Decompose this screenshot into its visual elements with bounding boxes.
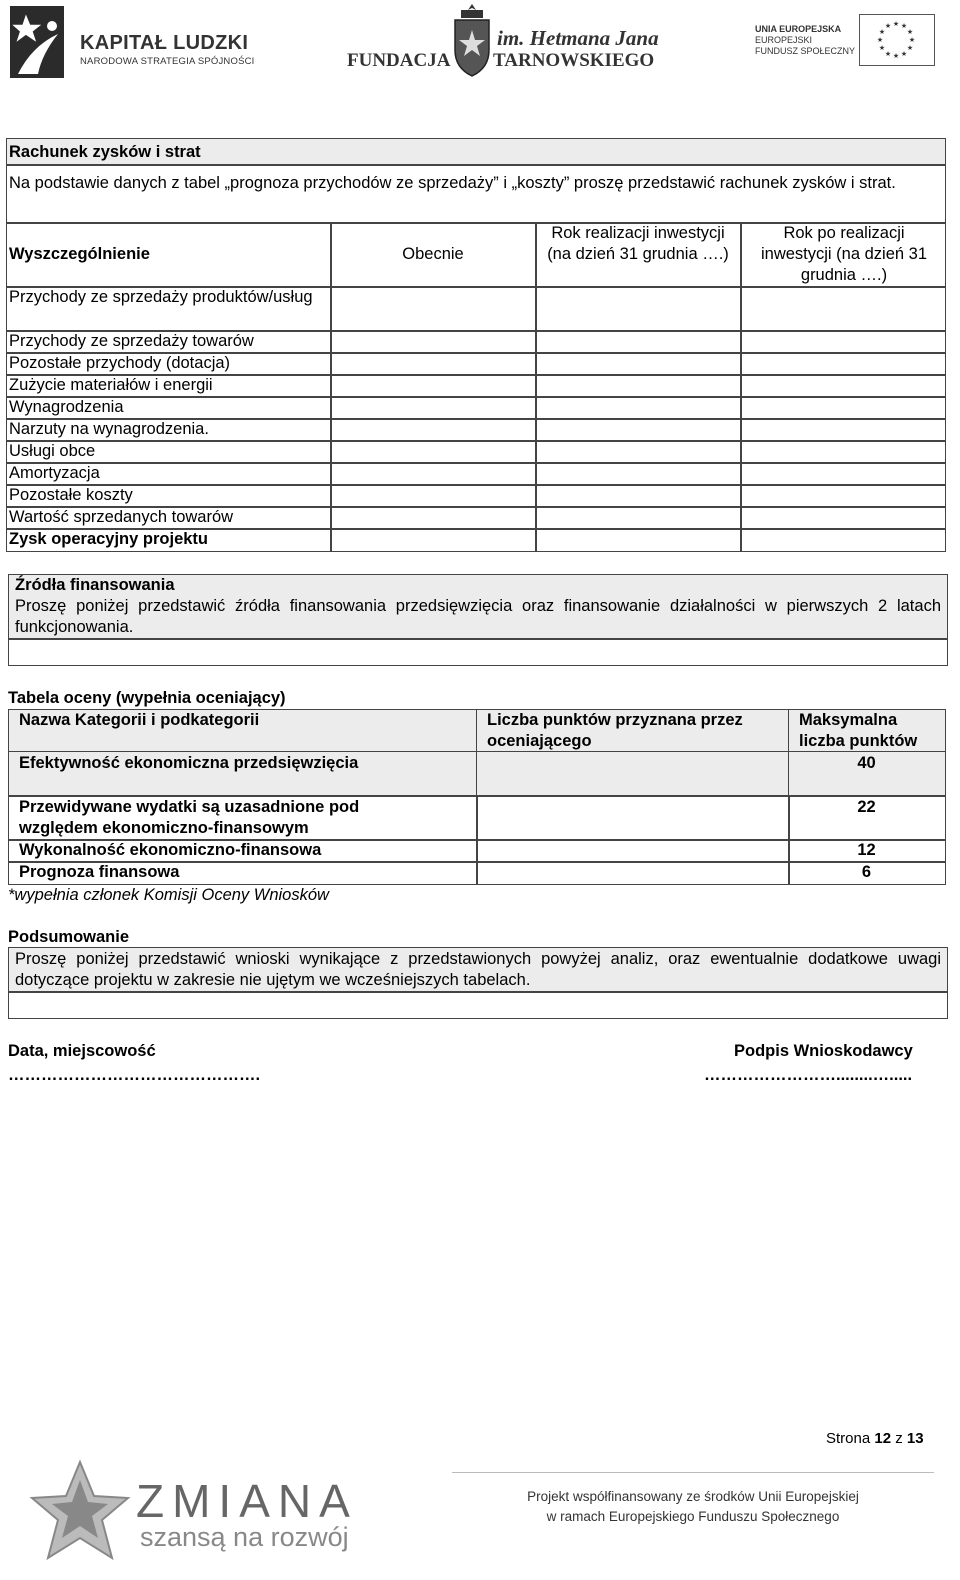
rzis-row-label: Amortyzacja [9, 464, 100, 482]
svg-text:★: ★ [876, 36, 884, 44]
rzis-header-after [740, 222, 946, 288]
rating-header-max-text: Maksymalna liczba punktów [799, 711, 918, 750]
rating-header-points-text: Liczba punktów przyznana przez oceniającego [487, 711, 743, 750]
rzis-header-label [6, 222, 332, 288]
svg-text:★: ★ [900, 50, 908, 58]
rzis-row [6, 528, 332, 552]
signature-dots: ……………………........…..... [704, 1066, 913, 1084]
rzis-row-after-field[interactable] [740, 528, 946, 552]
rating-row [8, 839, 478, 863]
rzis-row [6, 374, 332, 398]
rzis-row-now-field[interactable] [330, 374, 537, 398]
rzis-row [6, 352, 332, 376]
rzis-row [6, 462, 332, 486]
page-number [826, 1428, 924, 1449]
rating-header-name [8, 709, 478, 753]
rzis-header-year-text: Rok realizacji inwestycji (na dzień 31 grudnia ….) [547, 224, 729, 263]
kapital-ludzki-logo [8, 4, 258, 82]
rzis-row-year-field[interactable] [535, 462, 742, 486]
rzis-row-now-field[interactable] [330, 528, 537, 552]
date-place-dots: ………………………………………. [8, 1066, 261, 1084]
rzis-row [6, 286, 332, 332]
rating-row-max-text: 40 [857, 754, 876, 772]
rzis-row [6, 506, 332, 530]
signature-label: Podpis Wnioskodawcy [734, 1042, 913, 1060]
rating-row-points-field[interactable] [476, 861, 790, 885]
svg-text:★: ★ [878, 28, 886, 36]
svg-text:★: ★ [884, 22, 892, 30]
rzis-row-after-field[interactable] [740, 374, 946, 398]
rating-row-max [788, 751, 946, 797]
rating-row-max-text: 12 [857, 841, 876, 859]
summary-instruction-cell [8, 947, 948, 993]
rzis-row-label: Narzuty na wynagrodzenia. [9, 420, 209, 438]
rating-title: Tabela oceny (wypełnia oceniający) [8, 689, 286, 707]
rating-row-points-field[interactable] [476, 751, 790, 797]
rating-row [8, 795, 478, 841]
rzis-row [6, 396, 332, 420]
coat-of-arms-icon [449, 2, 495, 80]
page-total: 13 [906, 1430, 924, 1447]
rzis-row-after-field[interactable] [740, 440, 946, 464]
financing-instruction: Proszę poniżej przedstawić źródła finansowania przedsięwzięcia oraz finansowanie działalności w pierwszych 2 latach funkcjonowania. [15, 597, 941, 636]
date-place-label: Data, miejscowość [8, 1042, 156, 1060]
zmiana-brand: ZMIANA [136, 1475, 358, 1527]
rating-row-max-text: 6 [861, 863, 872, 881]
rating-row-max [788, 839, 946, 863]
rzis-row-after-field[interactable] [740, 352, 946, 376]
rzis-row-now-field[interactable] [330, 484, 537, 508]
zmiana-logo [28, 1458, 368, 1566]
zmiana-slogan: szansą na rozwój [140, 1522, 349, 1552]
financing-header-cell [8, 574, 948, 640]
rzis-row [6, 484, 332, 508]
rzis-row-after-field[interactable] [740, 418, 946, 442]
summary-answer-field[interactable] [8, 991, 948, 1019]
svg-text:★: ★ [900, 22, 908, 30]
rzis-row-label: Wartość sprzedanych towarów [9, 508, 234, 526]
svg-text:★: ★ [878, 44, 886, 52]
rzis-row-label: Przychody ze sprzedaży produktów/usług [9, 288, 313, 306]
eu-logo-line1: UNIA EUROPEJSKA [755, 24, 842, 34]
rzis-row-year-field[interactable] [535, 418, 742, 442]
page-separator: z [895, 1430, 903, 1447]
rzis-row-now-field[interactable] [330, 440, 537, 464]
rating-row-max [788, 795, 946, 841]
rzis-title: Rachunek zysków i strat [9, 143, 201, 161]
rzis-row-now-field[interactable] [330, 352, 537, 376]
rzis-header-now [330, 222, 537, 288]
rating-row-name: Efektywność ekonomiczna przedsięwzięcia [19, 754, 359, 772]
rzis-row-after-field[interactable] [740, 396, 946, 420]
rzis-instruction-cell [6, 164, 946, 224]
rzis-header-year [535, 222, 742, 288]
rating-row-name: Przewidywane wydatki są uzasadnione pod względem ekonomiczno-finansowym [19, 798, 360, 837]
fundacja-logo [345, 2, 660, 82]
page-current: 12 [874, 1430, 892, 1447]
rzis-row-label: Usługi obce [9, 442, 96, 460]
eu-flag-icon [859, 14, 935, 66]
cofinancing-note-line2: w ramach Europejskiego Funduszu Społecznego [546, 1509, 840, 1524]
rating-row [8, 861, 478, 885]
rating-note: *wypełnia członek Komisji Oceny Wniosków [8, 886, 329, 904]
fundacja-patron-line: im. Hetmana Jana [497, 26, 659, 50]
page-prefix: Strona [826, 1430, 871, 1447]
rzis-header-after-text: Rok po realizacji inwestycji (na dzień 31 grudnia ….) [761, 224, 927, 284]
rzis-row-year-field[interactable] [535, 330, 742, 354]
rzis-row-now-field[interactable] [330, 418, 537, 442]
svg-text:★: ★ [906, 28, 914, 36]
eu-logo-line3: FUNDUSZ SPOŁECZNY [755, 46, 856, 56]
rzis-row-label: Pozostałe koszty [9, 486, 133, 504]
rzis-row-year-field[interactable] [535, 440, 742, 464]
rzis-row-label: Przychody ze sprzedaży towarów [9, 332, 254, 350]
rzis-row-label: Zysk operacyjny projektu [9, 530, 208, 548]
rating-row-name: Prognoza finansowa [19, 863, 180, 881]
rzis-title-cell [6, 138, 946, 166]
rzis-row [6, 330, 332, 354]
rzis-row-label: Wynagrodzenia [9, 398, 124, 416]
rating-row-max [788, 861, 946, 885]
fundacja-word: FUNDACJA [347, 50, 451, 71]
cofinancing-note-line1: Projekt współfinansowany ze środków Unii Europejskiej [527, 1489, 859, 1504]
rzis-row-year-field[interactable] [535, 286, 742, 332]
rating-header-name-text: Nazwa Kategorii i podkategorii [19, 711, 260, 729]
rzis-row-after-field[interactable] [740, 484, 946, 508]
kapital-ludzki-emblem-icon [8, 4, 70, 82]
rzis-row-after-field[interactable] [740, 286, 946, 332]
cofinancing-note [452, 1487, 934, 1527]
fundacja-patron-name: TARNOWSKIEGO [493, 50, 655, 71]
summary-title: Podsumowanie [8, 928, 130, 946]
kapital-ludzki-title: KAPITAŁ LUDZKI [80, 32, 249, 54]
rzis-row-year-field[interactable] [535, 484, 742, 508]
rzis-instruction: Na podstawie danych z tabel „prognoza przychodów ze sprzedaży” i „koszty” proszę przedstawić rachunek zysków i strat. [9, 174, 896, 192]
rating-row-name: Wykonalność ekonomiczno-finansowa [19, 841, 322, 859]
rzis-row-after-field[interactable] [740, 462, 946, 486]
rating-row-points-field[interactable] [476, 839, 790, 863]
rzis-row-now-field[interactable] [330, 286, 537, 332]
svg-text:★: ★ [908, 36, 916, 44]
rating-row-max-text: 22 [857, 798, 876, 816]
rating-header-max [788, 709, 946, 753]
rzis-row-year-field[interactable] [535, 374, 742, 398]
svg-text:★: ★ [884, 50, 892, 58]
rzis-row [6, 418, 332, 442]
financing-title: Źródła finansowania [15, 576, 175, 594]
financing-answer-field[interactable] [8, 638, 948, 666]
kapital-ludzki-subtitle: NARODOWA STRATEGIA SPÓJNOŚCI [80, 56, 255, 67]
summary-instruction: Proszę poniżej przedstawić wnioski wynikające z przedstawionych powyżej analiz, oraz ewentualnie dodatkowe uwagi dotyczące projektu w zakresie nie ujętym we wcześniejszych tabelach. [15, 950, 941, 989]
rzis-row-now-field[interactable] [330, 506, 537, 530]
rzis-row-now-field[interactable] [330, 396, 537, 420]
footer-divider [452, 1472, 934, 1473]
rzis-row-now-field[interactable] [330, 330, 537, 354]
eu-social-fund-logo [755, 14, 935, 68]
svg-text:★: ★ [892, 52, 900, 60]
rzis-row-after-field[interactable] [740, 506, 946, 530]
rzis-row [6, 440, 332, 464]
rzis-row-after-field[interactable] [740, 330, 946, 354]
rzis-row-year-field[interactable] [535, 528, 742, 552]
eu-logo-text [755, 24, 855, 57]
zmiana-star-icon [28, 1458, 132, 1566]
rating-header-points [476, 709, 790, 753]
rzis-row-year-field[interactable] [535, 396, 742, 420]
svg-text:★: ★ [892, 20, 900, 28]
rating-row-points-field[interactable] [476, 795, 790, 841]
rzis-row-year-field[interactable] [535, 352, 742, 376]
rzis-row-label: Zużycie materiałów i energii [9, 376, 213, 394]
svg-text:★: ★ [906, 44, 914, 52]
rzis-row-now-field[interactable] [330, 462, 537, 486]
rzis-header-label-text: Wyszczególnienie [9, 245, 150, 263]
rzis-row-year-field[interactable] [535, 506, 742, 530]
rzis-header-now-text: Obecnie [402, 245, 464, 263]
rzis-row-label: Pozostałe przychody (dotacja) [9, 354, 231, 372]
eu-logo-line2: EUROPEJSKI [755, 35, 813, 45]
